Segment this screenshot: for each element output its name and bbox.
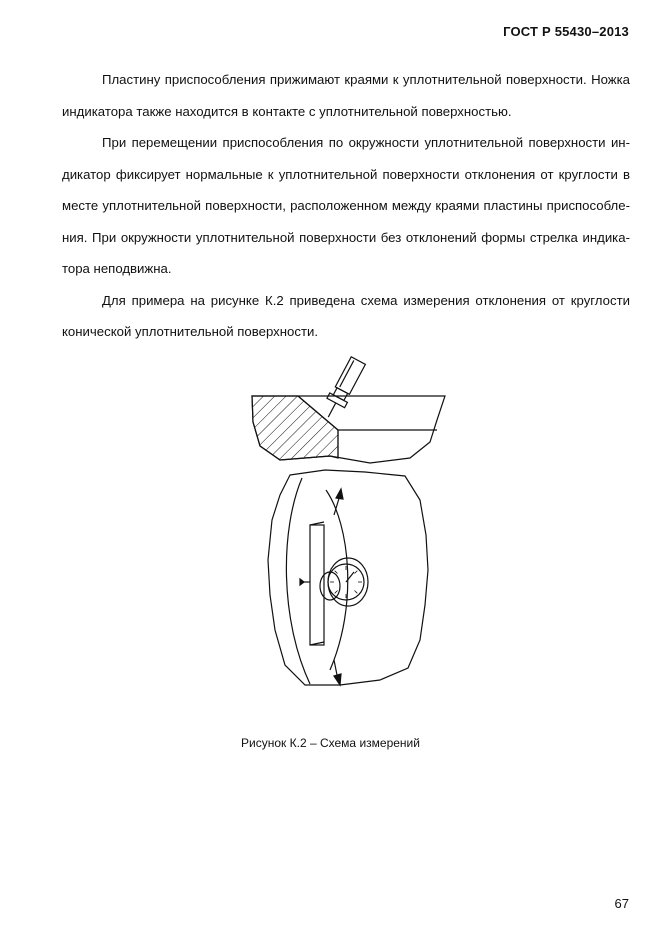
indicator-holder [320, 572, 340, 600]
fixture-plate [310, 525, 324, 645]
figure-caption: Рисунок К.2 – Схема измерений [241, 736, 420, 750]
direction-arrow-up [334, 489, 343, 515]
sealing-surface-arc [286, 478, 310, 684]
plan-view [268, 470, 428, 685]
paragraph-1: Пластину приспособления прижимают краями к уплотнительной поверхности. Ножка индикатора также находится в контакте с уплотнительной поверхностью. [62, 72, 630, 119]
section-view [252, 356, 445, 463]
body-text [62, 64, 630, 348]
direction-arrow-down [334, 660, 341, 685]
paragraph-2: При перемещении приспособления по окружности уплотнительной поверхности индикатор фиксирует нормальные к уплотнительной поверхности отклонения от круглости в месте уплотнительной поверхности, расположенном между краями пластины приспособления. При окружности уплотнительной поверхности без отклонений формы стрелка индикатора неподвижна. [62, 135, 630, 276]
hatched-section [252, 396, 338, 460]
page-number: 67 [614, 896, 629, 911]
measurement-diagram [230, 350, 460, 710]
document-header: ГОСТ Р 55430–2013 [503, 24, 629, 39]
sealing-surface-arc-2 [326, 490, 348, 670]
paragraph-3: Для примера на рисунке К.2 приведена схема измерения отклонения от круглости конической уплотнительной поверхности. [62, 292, 630, 339]
indicator-stem [319, 356, 367, 422]
